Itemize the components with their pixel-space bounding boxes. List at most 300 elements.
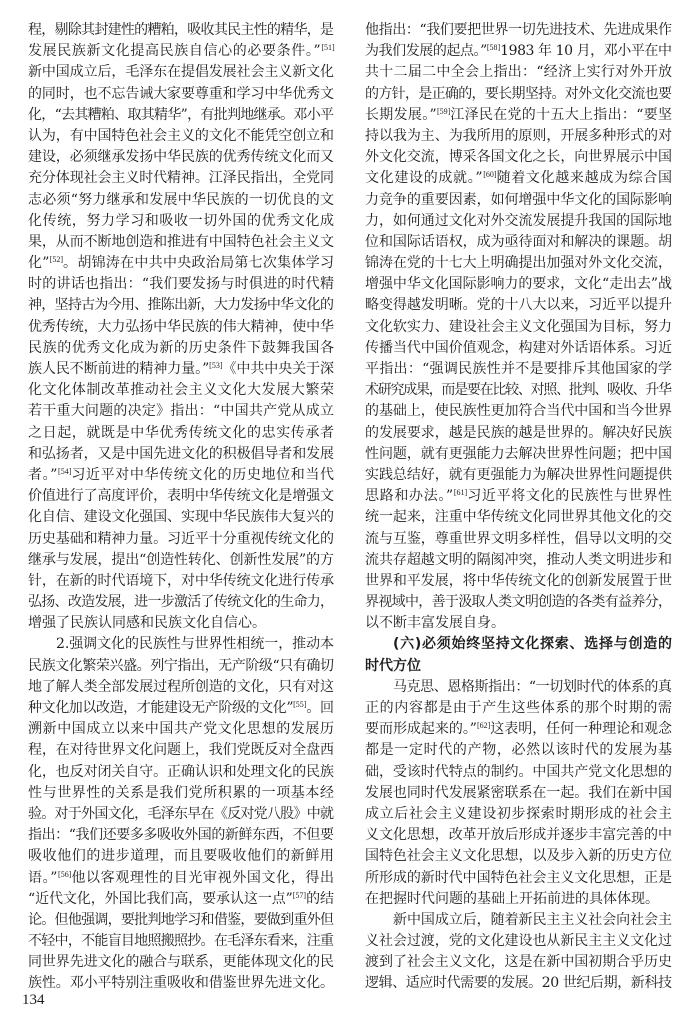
line-content [365,274,672,295]
line-content [28,507,334,528]
page-number: 134 [22,992,45,1008]
text-run: 逻辑、适应时代需要的发展。20 世纪后期，新科技 [365,975,672,992]
line-content [28,62,334,83]
line-content [365,613,505,634]
text-run: 化” [28,255,50,272]
line-content [28,20,333,41]
text-line [365,211,672,232]
text-run: 世界和平发展，将中华传统文化的创新发展置于世 [365,572,672,589]
text-run: 础，受该时代特点的制约。中国共产党文化思想的 [365,763,672,780]
text-run: 程，在对待世界文化问题上，我们党既反对全盘西 [28,742,334,759]
line-content [28,804,333,825]
text-line [365,804,672,825]
text-run: 时代方位 [365,657,421,674]
text-run: 为我们发展的起点。” [365,43,487,60]
text-run: 民族的优秀文化成为新的历史条件下鼓舞我国各 [28,339,335,356]
line-content [365,423,672,444]
text-run: 国特色社会主义文化思想，以及步入新的历史方位 [365,848,672,865]
text-run: 界视域中，善于汲取人类文明创造的各类有益养分， [365,594,672,611]
line-content [28,931,333,952]
text-run: 成立后社会主义建设初步探索时期形成的社会主 [365,805,673,822]
text-line [365,295,672,316]
line-content [28,740,334,761]
text-run: 1983 年 10 月，邓小平在中 [500,43,672,60]
text-line [28,952,334,973]
text-run: 增强中华文化国际影响力的要求，文化“走出去”战 [365,276,672,293]
text-run: 义文化思想，改革开放后形成并逐步丰富完善的中 [365,827,672,844]
line-content [56,634,334,655]
text-run: 神，坚持古为今用、推陈出新，大力发扬中华文化的 [28,297,334,314]
line-content [365,973,672,994]
line-content [365,317,672,338]
line-content [28,317,334,338]
text-run: “近代文化，外国比我们高，要承认这一点” [28,890,293,907]
line-content [28,529,334,550]
text-run: 族人民不断前进的精神力量。” [28,361,210,377]
text-run: 充分体现社会主义时代精神。江泽民指出，全党同 [28,170,334,187]
text-line [28,317,334,338]
line-content [365,952,672,973]
text-run: 义社会过渡，党的文化建设也从新民主主义文化过 [365,933,672,950]
text-line [365,41,672,62]
line-content [28,889,334,910]
text-line [365,762,672,783]
citation-reference: [58] [486,43,501,53]
text-line [28,571,334,592]
citation-reference: [61] [453,488,468,498]
text-line [28,762,334,783]
text-run: 的发展要求，越是民族的越是世界的。解决好民族 [365,424,672,441]
line-content [28,973,334,994]
line-content [365,783,672,804]
citation-reference: [52] [49,255,64,265]
text-line [28,634,334,655]
text-run: 在把握时代问题的基础上开拓前进的具体体现。 [365,890,659,907]
text-line [365,529,672,550]
text-column-left [28,20,334,995]
text-line [365,931,672,952]
text-line [365,783,672,804]
line-content [365,529,672,550]
text-line [28,889,334,910]
citation-reference: [56] [58,869,72,879]
line-content [365,253,672,274]
text-run: 弘扬、改造发展，进一步激活了传统文化的生命力， [28,594,334,611]
text-line [28,253,334,274]
text-line [365,423,672,444]
line-content [28,613,266,634]
text-line [28,62,334,83]
text-run: 增强了民族认同感和民族文化自信心。 [28,615,266,632]
text-line [365,973,672,994]
text-line [365,317,672,338]
text-run: 针，在新的时代语境下，对中华传统文化进行传承 [28,572,334,589]
text-line [28,613,334,634]
text-line [28,677,334,698]
line-content [365,444,672,465]
line-content [28,232,334,253]
text-run: 价值进行了高度评价，表明中华传统文化是增强文 [28,488,334,505]
text-line [28,84,334,105]
text-run: 。回 [306,700,334,716]
text-run: 略变得越发明晰。党的十八大以来，习近平以提升 [365,297,672,314]
text-run: 果，从而不断地创造和推进有中国特色社会主义文 [28,233,334,250]
line-content [365,698,673,719]
text-run: 随着文化越来越成为综合国 [496,170,673,187]
text-line [365,550,672,571]
line-content [365,105,672,126]
line-content [365,126,672,147]
text-run: 马克思、恩格斯指出：“一切划时代的体系的真 [393,678,672,695]
text-line [365,507,672,528]
text-run: 江泽民在党的十五大上指出：“要坚 [450,106,673,123]
text-line [28,232,334,253]
text-line [365,656,672,677]
text-run: 的结 [306,890,334,907]
text-run: 思路和办法。” [365,488,454,505]
text-run: 持以我为主、为我所用的原则，开展多种形式的对 [365,127,672,144]
line-content [365,359,672,380]
text-line [28,931,334,952]
text-run: 时的讲话也指出：“我们要发扬与时俱进的时代精 [28,276,335,293]
line-content [365,41,672,62]
text-line [365,740,672,761]
line-content [365,147,672,168]
line-content [365,846,672,867]
text-line [28,359,334,380]
text-run: 性问题，就有更强能力去解决世界性问题；把中国 [365,445,672,462]
text-line [365,910,672,931]
text-line [365,338,672,359]
text-line [365,571,672,592]
text-run: 文化建设的成就。” [365,170,484,187]
text-run: 实践总结好，就有更强能力为解决世界性问题提供 [365,466,672,483]
text-line [28,910,334,931]
text-run: 文化软实力、建设社会主义文化强国为目标，努力 [365,318,672,335]
text-line [365,613,672,634]
text-run: 之日起，就既是中华优秀传统文化的忠实传承者 [28,424,335,441]
line-content [28,41,335,62]
line-content [365,762,672,783]
line-content [365,232,672,253]
line-content [365,190,672,211]
text-line [365,126,672,147]
line-content [28,359,334,380]
line-content [28,550,334,571]
text-line [365,20,672,41]
text-run: 习近平将文化的民族性与世界性 [467,488,673,505]
text-run: 共十二届二中全会上指出：“经济上实行对外开放 [365,64,673,81]
text-run: 位和国际话语权，成为亟待面对和解决的课题。胡 [365,233,672,250]
text-line [28,698,334,719]
text-line [365,253,672,274]
line-content [28,910,333,931]
text-run: 《中共中央关于深 [222,361,334,377]
text-line [28,41,334,62]
text-run: 的同时，也不忘告诫大家要尊重和学习中华优秀文 [28,85,334,102]
text-line [28,783,334,804]
line-content [28,486,334,507]
line-content [365,719,672,740]
text-run: 的基础上，使民族性更加符合当代中国和当今世界 [365,403,672,420]
line-content [28,423,335,444]
text-run: 力竞争的重要因素，如何增强中华文化的国际影响 [365,191,672,208]
text-run: 要而形成起来的。” [365,721,477,738]
text-run: 志必须“努力继承和发展中华民族的一切优良的文 [28,191,335,208]
line-content [365,211,672,232]
line-content [28,444,334,465]
section-heading [365,634,672,676]
text-run: 长期发展。” [365,106,437,123]
text-line [365,232,672,253]
text-run: 化自信、建设文化强国、实现中华民族伟大复兴的 [28,509,334,526]
text-line [28,274,334,295]
text-line [28,190,334,211]
text-run: 流与互鉴，尊重世界文明多样性，倡导以文明的交 [365,530,672,547]
text-line [28,486,334,507]
text-line [28,444,334,465]
paragraph [28,20,334,634]
text-run: 传播当代中国价值观念，构建对外话语体系。习近 [365,339,672,356]
text-run: 外文化交流，博采各国文化之长，向世界展示中国 [365,149,672,166]
text-line [365,444,672,465]
text-run: 化，“去其糟粕、取其精华”，有批判地继承。邓小平 [28,106,334,123]
line-content [28,846,335,867]
text-line [365,274,672,295]
line-content [365,656,421,677]
text-line [365,84,672,105]
line-content [28,825,334,846]
text-run: 这表明，任何一种理论和观念 [490,721,672,738]
line-content [28,719,335,740]
text-line [28,401,334,422]
text-line [28,592,334,613]
text-line [28,507,334,528]
text-line [365,359,672,380]
text-run: 不轻中，不能盲目地照搬照抄。在毛泽东看来，注重 [28,933,334,950]
text-run: 术研究成果，而是要在比较、对照、批判、吸收、升华 [365,382,671,399]
text-run: 新中国成立后，毛泽东在提倡发展社会主义新文化 [28,64,334,81]
text-line [28,529,334,550]
line-content [28,211,335,232]
text-line [365,868,672,889]
line-content [365,868,672,889]
text-run: 历史基础和精神力量。习近平十分重视传统文化的 [28,530,334,547]
text-run: 种文化加以改造，才能建设无产阶级的文化” [28,700,294,716]
text-line [365,825,672,846]
line-content [365,84,671,105]
line-content [365,168,673,189]
paragraph [365,910,672,995]
text-run: 力，如何通过文化对外交流发展提升我国的国际地 [365,212,672,229]
text-run: 。胡锦涛在中共中央政治局第七次集体学习 [63,255,335,272]
citation-reference: [55] [293,700,307,709]
text-run: 所形成的新时代中国特色社会主义文化思想，正是 [365,869,672,886]
text-line [28,825,334,846]
line-content [28,656,334,677]
text-run: 正的内容都是由于产生这些体系的那个时期的需 [365,700,673,716]
citation-reference: [54] [58,466,72,476]
text-run: 论。但他强调，要批判地学习和借鉴，要做到重外但 [28,911,334,928]
text-run: 的方针，是正确的，要长期坚持。对外文化交流也要 [365,85,672,102]
line-content [28,380,335,401]
text-run: 他指出：“我们要把世界一切先进技术、先进成果作 [365,22,672,38]
text-line [28,423,334,444]
line-content [365,592,671,613]
line-content [28,401,334,422]
text-run: 建设，必须继承发扬中华民族的优秀传统文化而又 [28,149,334,166]
text-run: 同世界先进文化的融合与联系，更能体现文化的民 [28,954,334,971]
text-run: 新中国成立后，随着新民主主义社会向社会主 [393,911,672,928]
line-content [365,20,672,41]
text-line [365,592,672,613]
text-line [365,62,672,83]
paragraph [28,634,334,994]
line-content [365,740,673,761]
text-line [365,846,672,867]
text-line [28,465,334,486]
text-run: 渡到了社会主义文化，这是在新中国初期合乎历史 [365,954,672,971]
text-line [28,126,334,147]
line-content [393,910,672,931]
line-content [28,190,334,211]
text-line [28,147,334,168]
line-content [365,380,671,401]
text-run: 平指出：“强调民族性并不是要排斥其他国家的学 [365,361,673,377]
line-content [365,507,672,528]
citation-reference: [53] [209,361,223,370]
text-line [365,190,672,211]
line-content [28,84,334,105]
text-run: 都是一定时代的产物，必然以该时代的发展为基 [365,742,673,759]
text-run: 地了解人类全部发展过程所创造的文化，只有对这 [28,678,334,695]
citation-reference: [51] [321,43,335,53]
text-run: 性与世界性的关系是我们党所积累的一项基本经 [28,784,335,801]
text-line [28,868,334,889]
text-line [365,168,672,189]
text-run: 民族文化繁荣兴盛。列宁指出，无产阶级“只有确切 [28,657,334,674]
text-line [28,740,334,761]
text-line [28,105,334,126]
citation-reference: [59] [436,106,451,116]
text-run: 程，剔除其封建性的糟粕，吸收其民主性的精华，是 [28,22,334,38]
text-run: 吸收他们的进步道理，而且要吸收他们的新鲜用 [28,848,335,865]
text-run: 和弘扬者，又是中国先进文化的积极倡导者和发展 [28,445,334,462]
line-content [365,338,672,359]
line-content [28,571,334,592]
text-line [28,973,334,994]
text-line [28,719,334,740]
text-line [365,677,672,698]
text-line [365,401,672,422]
line-content [28,147,334,168]
line-content [28,868,335,889]
text-run: 化传统，努力学习和吸收一切外国的优秀文化成 [28,212,335,229]
text-line [365,105,672,126]
text-run: 语。” [28,869,59,886]
text-run: (六)必须始终坚持文化探索、选择与创造的 [393,636,673,653]
text-run: 继承与发展，提出“创造性转化、创新性发展”的方 [28,551,334,568]
text-run: 指出：“我们还要多多吸收外国的新鲜东西，不但要 [28,827,334,844]
text-line [365,952,672,973]
text-line [28,380,334,401]
text-line [28,168,334,189]
text-run: 者。” [28,466,59,483]
line-content [365,62,672,83]
text-line [365,698,672,719]
text-line [28,295,334,316]
citation-reference: [62] [476,721,491,731]
line-content [28,168,334,189]
text-line [365,719,672,740]
line-content [365,295,672,316]
text-run: 习近平对中华传统文化的历史地位和当代 [71,466,335,483]
line-content [365,931,672,952]
line-content [28,592,333,613]
paragraph [365,20,672,634]
line-content [365,550,672,571]
text-run: 2.强调文化的民族性与世界性相统一，推动本 [56,636,334,653]
text-run: 化，也反对闭关自守。正确认识和处理文化的民族 [28,763,334,780]
line-content [365,804,673,825]
text-run: 流共存超越文明的隔阂冲突，推动人类文明进步和 [365,551,672,568]
text-line [28,804,334,825]
text-run: 锦涛在党的十七大上明确提出加强对外文化交流， [365,255,672,272]
text-run: 化文化体制改革推动社会主义文化大发展大繁荣 [28,382,335,399]
text-column-right [365,20,672,995]
text-line [365,486,672,507]
text-line [28,20,334,41]
line-content [393,677,672,698]
line-content [28,783,335,804]
text-line [365,634,672,655]
text-run: 发展民族新文化提高民族自信心的必要条件。” [28,43,322,60]
line-content [28,295,333,316]
line-content [28,677,334,698]
line-content [28,338,335,359]
line-content [393,634,673,655]
text-run: 若干重大问题的决定》指出：“中国共产党从成立 [28,403,335,420]
text-run: 以不断丰富发展自身。 [365,615,505,632]
text-line [28,656,334,677]
text-line [365,465,672,486]
line-content [365,889,659,910]
line-content [365,401,672,422]
text-line [28,846,334,867]
line-content [28,762,334,783]
text-run: 统一起来，注重中华传统文化同世界其他文化的交 [365,509,672,526]
text-run: 优秀传统，大力弘扬中华民族的伟大精神，使中华 [28,318,334,335]
line-content [28,952,334,973]
text-run: 认为，有中国特色社会主义的文化不能凭空创立和 [28,127,334,144]
line-content [365,465,672,486]
line-content [28,126,334,147]
citation-reference: [60] [483,170,497,180]
line-content [28,698,334,719]
text-line [28,550,334,571]
text-run: 发展也同时代发展紧密联系在一起。我们在新中国 [365,784,672,801]
text-line [28,338,334,359]
paragraph [365,677,672,910]
line-content [28,253,334,274]
line-content [28,105,333,126]
text-run: 溯新中国成立以来中国共产党文化思想的发展历 [28,721,335,738]
line-content [28,465,335,486]
citation-reference: [57] [292,890,307,900]
text-line [365,380,672,401]
text-line [28,211,334,232]
text-line [365,147,672,168]
